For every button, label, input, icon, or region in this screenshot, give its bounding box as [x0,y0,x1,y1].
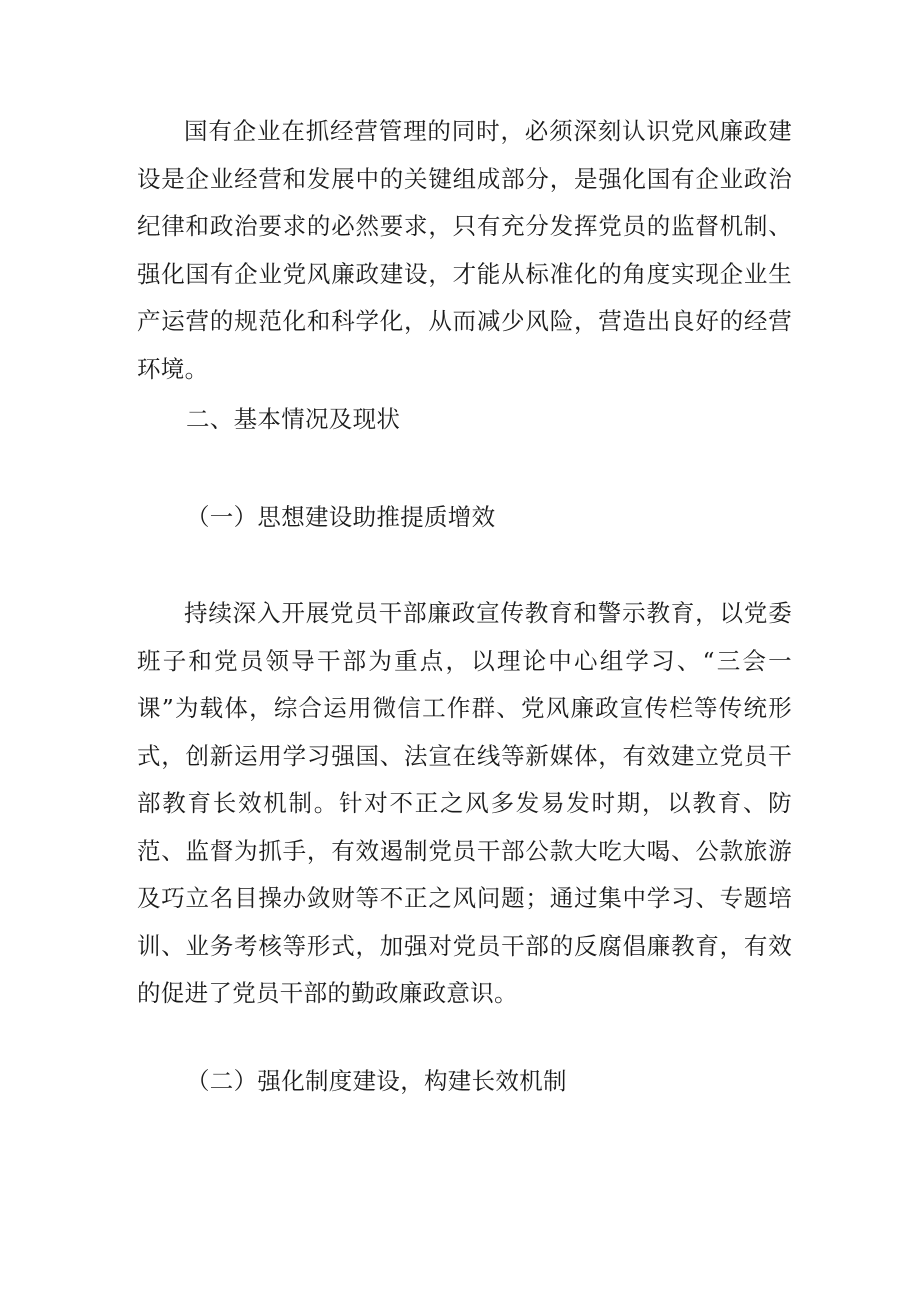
body-paragraph: 持续深入开展党员干部廉政宣传教育和警示教育，以党委班子和党员领导干部为重点，以理论中心组学习、“三会一课”为载体，综合运用微信工作群、党风廉政宣传栏等传统形式，创新运用学习强国、法宣在线等新媒体，有效建立党员干部教育长效机制。针对不正之风多发易发时期，以教育、防范、监督为抓手，有效遏制党员干部公款大吃大喝、公款旅游及巧立名目操办敛财等不正之风问题；通过集中学习、专题培训、业务考核等形式，加强对党员干部的反腐倡廉教育，有效的促进了党员干部的勤政廉政意识。 [137,599,792,1007]
subsection-heading: （二）强化制度建设，构建长效机制 [186,1067,567,1095]
body-paragraph: 国有企业在抓经营管理的同时，必须深刻认识党风廉政建设是企业经营和发展中的关键组成部分，是强化国有企业政治纪律和政治要求的必然要求，只有充分发挥党员的监督机制、强化国有企业党风廉政建设，才能从标准化的角度实现企业生产运营的规范化和科学化，从而减少风险，营造出良好的经营环境。 [137,117,792,383]
subsection-heading: （一）思想建设助推提质增效 [186,503,496,531]
section-heading: 二、基本情况及现状 [186,405,401,433]
